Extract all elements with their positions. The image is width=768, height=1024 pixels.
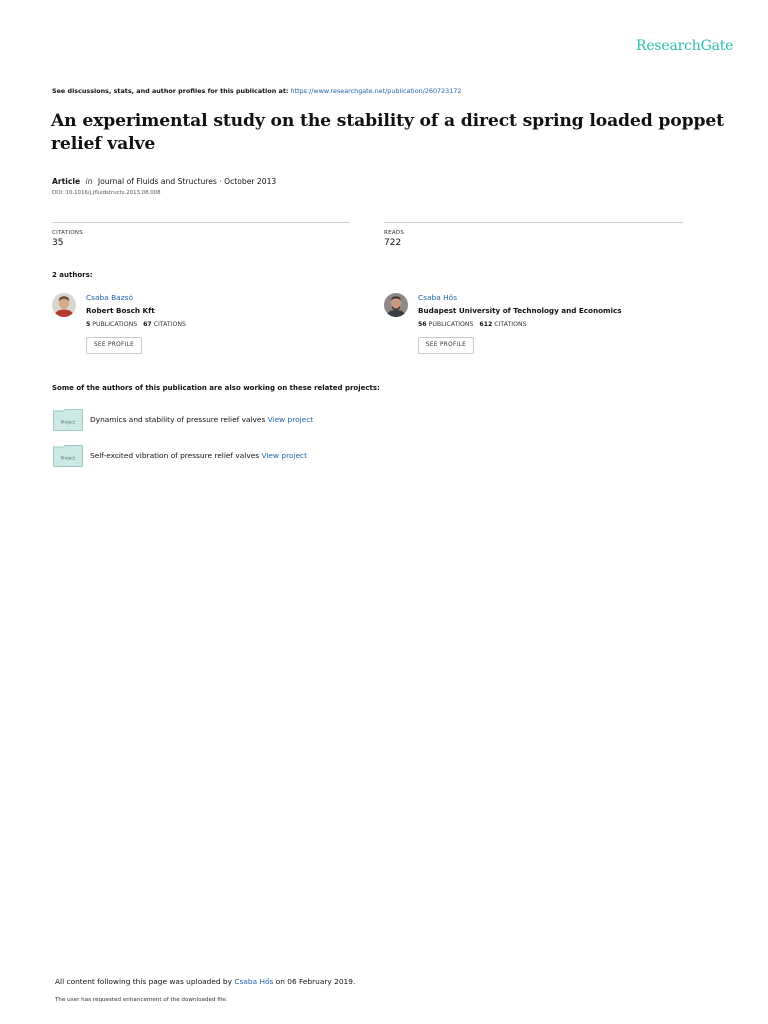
reads-value: 722 [384, 238, 402, 248]
citations-value: 35 [52, 238, 64, 248]
divider-reads [384, 222, 683, 223]
upload-prefix: All content following this page was uploaded by [55, 977, 232, 986]
publication-title: An experimental study on the stability of a direct spring loaded poppet relief valve [51, 111, 724, 154]
project-2-icon-label: Project [60, 455, 76, 461]
author-1-avatar[interactable] [52, 293, 76, 317]
author-1-publications-label: PUBLICATIONS [92, 321, 138, 328]
author-2-publications-label: PUBLICATIONS [428, 321, 474, 328]
citations-label: CITATIONS [52, 230, 83, 236]
project-1 [90, 415, 313, 424]
publication-type: Article [52, 177, 81, 186]
authors-heading: 2 authors: [52, 271, 93, 279]
reads-label: READS [384, 230, 405, 236]
author-1-citations-label: CITATIONS [153, 321, 186, 328]
author-1-name[interactable]: Csaba Bazsó [86, 293, 133, 302]
discussion-line [52, 87, 461, 95]
meta-in: in [85, 177, 93, 186]
author-2-name[interactable]: Csaba Hős [418, 293, 458, 302]
project-1-icon-label: Project [60, 419, 76, 425]
author-2-affiliation: Budapest University of Technology and Economics [418, 306, 622, 315]
author-2-stats [418, 321, 527, 328]
project-2-view-link[interactable]: View project [261, 451, 308, 460]
discussion-label: See discussions, stats, and author profiles for this publication at: [52, 87, 289, 95]
author-1-affiliation: Robert Bosch Kft [86, 306, 155, 315]
related-projects-heading: Some of the authors of this publication are also working on these related projects: [52, 384, 380, 392]
author-1-publications-count: 5 [86, 321, 91, 328]
journal-date: Journal of Fluids and Structures · October 2013 [97, 177, 277, 186]
publication-url-link[interactable]: https://www.researchgate.net/publication/260723172 [290, 87, 462, 95]
author-2-citations-label: CITATIONS [494, 321, 527, 328]
uploader-link[interactable]: Csaba Hős [234, 977, 274, 986]
project-2-title: Self-excited vibration of pressure relief valves [90, 451, 260, 460]
author-1-stats [86, 321, 186, 328]
publication-meta [52, 177, 276, 186]
author-2-citations-count: 612 [479, 321, 493, 328]
author-2-publications-count: 56 [418, 321, 427, 328]
project-2 [90, 451, 307, 460]
author-1-citations-count: 67 [143, 321, 152, 328]
doi: DOI: 10.1016/j.jfluidstructs.2013.08.008 [52, 190, 161, 196]
project-folder-icon [53, 409, 83, 431]
project-folder-icon [53, 445, 83, 467]
author-1-see-profile-button[interactable]: SEE PROFILE [86, 337, 142, 354]
project-1-title: Dynamics and stability of pressure relief valves [90, 415, 266, 424]
author-2-see-profile-button[interactable]: SEE PROFILE [418, 337, 474, 354]
upload-note [55, 977, 355, 986]
project-1-view-link[interactable]: View project [267, 415, 314, 424]
author-2-avatar[interactable] [384, 293, 408, 317]
upload-date: on 06 February 2019. [275, 977, 356, 986]
enhancement-note: The user has requested enhancement of the downloaded file. [55, 997, 228, 1003]
divider-citations [52, 222, 350, 223]
researchgate-logo[interactable]: ResearchGate [636, 38, 734, 54]
